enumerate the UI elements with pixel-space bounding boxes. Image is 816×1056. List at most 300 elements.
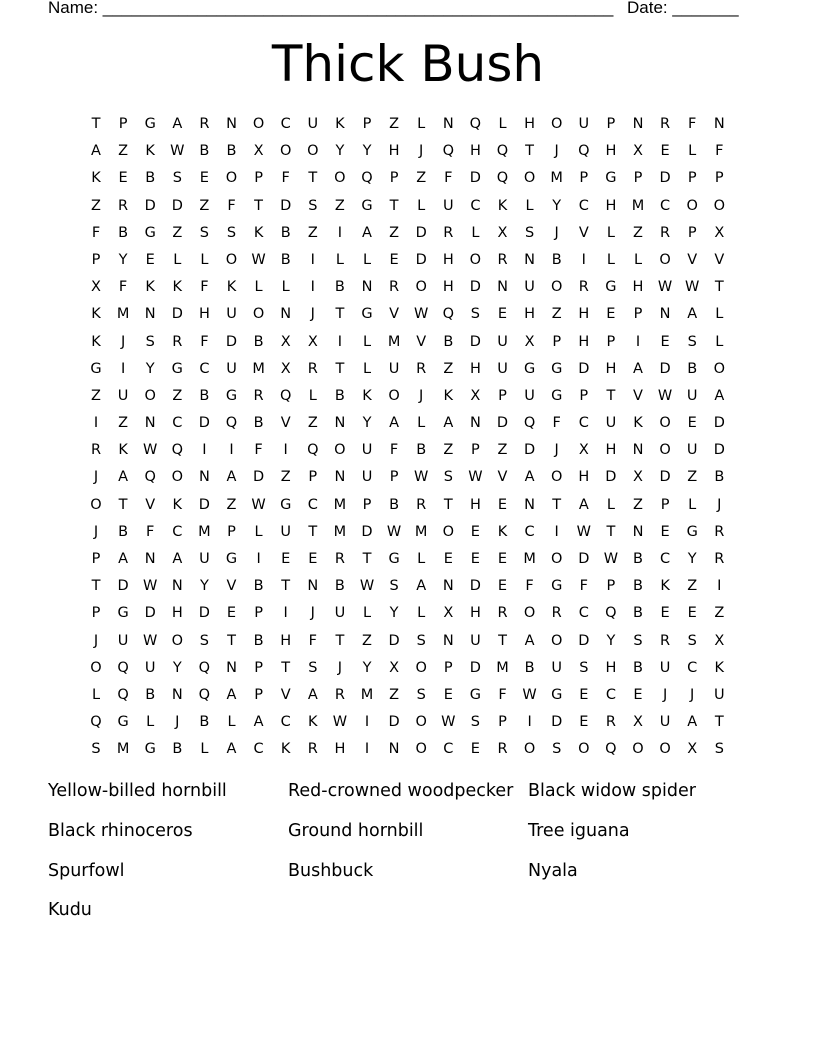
grid-letter: E <box>470 523 480 540</box>
grid-letter: D <box>578 632 590 649</box>
grid-letter: D <box>659 170 671 187</box>
grid-letter: N <box>659 306 671 323</box>
grid-letter: W <box>522 686 537 703</box>
grid-letter: L <box>362 360 372 377</box>
grid-letter: M <box>198 523 211 540</box>
grid-letter: D <box>198 605 210 622</box>
grid-letter: V <box>633 387 643 404</box>
grid-letter: V <box>687 251 698 268</box>
grid-letter: E <box>687 415 697 432</box>
grid-letter: I <box>120 360 126 377</box>
grid-letter: A <box>687 714 698 731</box>
grid-letter: F <box>688 116 697 132</box>
grid-letter: T <box>606 523 616 540</box>
grid-letter: S <box>308 197 318 214</box>
grid-letter: W <box>414 306 429 323</box>
grid-letter: D <box>280 197 292 214</box>
grid-letter: J <box>93 469 99 486</box>
grid-letter: Z <box>199 197 210 214</box>
grid-letter: A <box>633 360 643 377</box>
grid-letter: H <box>578 469 590 486</box>
grid-letter: U <box>388 360 400 377</box>
grid-letter: P <box>633 170 643 187</box>
grid-letter: Q <box>171 442 183 459</box>
grid-letter: F <box>444 170 453 187</box>
grid-letter: A <box>226 469 237 486</box>
grid-letter: Q <box>279 387 292 404</box>
grid-letter: T <box>714 279 724 296</box>
grid-letter: K <box>362 387 372 404</box>
grid-letter: O <box>307 143 319 160</box>
grid-letter: N <box>226 116 237 132</box>
grid-letter: C <box>605 686 616 703</box>
grid-letter: C <box>172 415 183 432</box>
grid-letter: U <box>226 360 237 377</box>
grid-letter: H <box>469 496 481 513</box>
grid-letter: R <box>389 279 400 296</box>
grid-letter: O <box>550 116 563 132</box>
grid-letter: V <box>497 469 508 486</box>
grid-letter: H <box>605 442 617 459</box>
grid-letter: T <box>362 551 372 567</box>
grid-letter: N <box>632 442 644 459</box>
grid-letter: D <box>713 442 725 459</box>
grid-letter: B <box>145 686 156 703</box>
grid-letter: Q <box>198 686 211 703</box>
grid-letter: L <box>173 251 182 268</box>
grid-letter: M <box>252 360 265 377</box>
grid-letter: J <box>419 387 424 404</box>
grid-letter: L <box>91 686 101 703</box>
grid-letter: P <box>687 170 697 187</box>
grid-letter: E <box>660 143 670 160</box>
grid-letter: O <box>713 197 725 214</box>
word-list-item: Bushbuck <box>288 861 374 881</box>
grid-letter: I <box>202 442 207 459</box>
grid-letter: D <box>117 578 129 595</box>
grid-letter: D <box>469 333 481 350</box>
grid-letter: J <box>337 659 343 676</box>
grid-letter: J <box>419 143 424 160</box>
grid-letter: G <box>144 116 156 132</box>
grid-letter: S <box>91 741 101 758</box>
grid-letter: R <box>660 224 671 241</box>
word-list-item: Ground hornbill <box>288 821 424 841</box>
grid-letter: C <box>578 605 589 622</box>
grid-letter: R <box>497 741 508 758</box>
word-list-item: Yellow-billed hornbill <box>48 781 227 801</box>
grid-letter: P <box>91 551 101 567</box>
grid-letter: K <box>633 415 643 432</box>
grid-letter: L <box>308 387 317 404</box>
grid-letter: P <box>227 523 236 540</box>
grid-letter: Z <box>714 605 725 622</box>
grid-letter: Z <box>307 224 318 241</box>
grid-letter: P <box>633 306 643 323</box>
grid-letter: U <box>659 659 671 676</box>
grid-letter: P <box>443 659 453 676</box>
grid-letter: B <box>280 224 291 241</box>
grid-letter: O <box>415 659 427 676</box>
grid-letter: W <box>143 442 158 459</box>
grid-letter: C <box>687 659 698 676</box>
grid-letter: G <box>225 551 238 567</box>
grid-letter: K <box>497 523 508 540</box>
grid-letter: E <box>145 251 155 268</box>
grid-letter: L <box>498 116 507 132</box>
grid-letter: U <box>144 659 156 676</box>
grid-letter: J <box>310 605 315 622</box>
grid-letter: X <box>524 333 535 350</box>
grid-letter: Z <box>334 197 345 214</box>
grid-letter: U <box>470 632 481 649</box>
grid-letter: U <box>713 686 725 703</box>
grid-letter: B <box>253 333 264 350</box>
name-field-label: Name: ______________________________________________________ <box>48 0 614 17</box>
grid-letter: I <box>229 442 234 459</box>
grid-letter: E <box>497 306 508 323</box>
grid-letter: G <box>361 306 373 323</box>
grid-letter: G <box>280 496 292 513</box>
grid-letter: N <box>632 523 644 540</box>
grid-letter: F <box>254 442 263 459</box>
grid-letter: G <box>551 387 563 404</box>
grid-letter: Z <box>226 496 237 513</box>
grid-letter: L <box>362 333 372 350</box>
grid-letter: N <box>307 578 319 595</box>
grid-letter: I <box>310 251 315 268</box>
grid-letter: X <box>443 605 454 622</box>
grid-letter: U <box>280 523 291 540</box>
grid-letter: F <box>91 224 101 241</box>
grid-letter: P <box>389 170 399 187</box>
grid-letter: X <box>578 442 589 459</box>
grid-letter: P <box>606 116 616 132</box>
grid-letter: S <box>416 632 426 649</box>
grid-letter: P <box>498 714 507 731</box>
grid-letter: Q <box>198 659 211 676</box>
grid-letter: B <box>633 659 643 676</box>
grid-letter: E <box>199 170 209 187</box>
grid-letter: V <box>280 415 291 432</box>
grid-letter: W <box>143 632 158 649</box>
grid-letter: O <box>171 632 183 649</box>
grid-letter: B <box>633 551 643 567</box>
grid-letter: H <box>198 306 210 323</box>
grid-letter: O <box>469 251 482 268</box>
grid-letter: V <box>389 306 400 323</box>
grid-letter: X <box>307 333 318 350</box>
grid-letter: W <box>251 496 266 513</box>
grid-letter: L <box>281 279 290 296</box>
grid-letter: F <box>498 686 507 703</box>
grid-letter: W <box>468 469 483 486</box>
grid-letter: M <box>387 333 401 350</box>
grid-letter: G <box>551 686 563 703</box>
grid-letter: O <box>90 659 102 676</box>
grid-letter: S <box>714 741 724 758</box>
grid-letter: N <box>334 415 346 432</box>
grid-letter: N <box>171 686 183 703</box>
grid-letter: C <box>660 551 671 567</box>
grid-letter: D <box>659 469 671 486</box>
grid-letter: W <box>251 251 266 268</box>
grid-letter: O <box>659 415 671 432</box>
grid-letter: D <box>496 415 509 432</box>
grid-letter: I <box>310 279 315 296</box>
grid-letter: N <box>524 496 536 513</box>
grid-letter: D <box>198 415 210 432</box>
grid-letter: K <box>253 224 264 241</box>
grid-letter: P <box>254 686 263 703</box>
grid-letter: K <box>172 496 183 513</box>
grid-letter: P <box>254 605 263 622</box>
grid-letter: A <box>362 224 372 241</box>
grid-letter: T <box>335 360 345 377</box>
grid-letter: W <box>685 279 700 296</box>
grid-letter: R <box>660 632 671 649</box>
grid-letter: S <box>389 578 399 595</box>
grid-letter: H <box>578 306 590 323</box>
grid-letter: D <box>551 714 563 731</box>
grid-letter: A <box>91 143 101 160</box>
grid-letter: P <box>118 116 128 132</box>
grid-letter: L <box>227 714 236 731</box>
grid-letter: O <box>523 741 536 758</box>
grid-letter: H <box>388 143 400 160</box>
grid-letter: K <box>226 279 237 296</box>
grid-letter: N <box>198 469 210 486</box>
grid-letter: J <box>662 686 668 703</box>
grid-letter: N <box>388 741 400 758</box>
grid-letter: U <box>334 605 346 622</box>
grid-letter: R <box>551 605 562 622</box>
grid-letter: R <box>416 496 427 513</box>
grid-letter: O <box>659 741 671 758</box>
grid-letter: E <box>606 306 616 323</box>
grid-letter: Y <box>118 251 128 268</box>
grid-letter: U <box>686 442 698 459</box>
grid-letter: M <box>360 686 374 703</box>
grid-letter: Y <box>172 659 182 676</box>
grid-letter: C <box>524 523 535 540</box>
grid-letter: D <box>469 170 481 187</box>
grid-letter: L <box>606 496 615 513</box>
grid-letter: U <box>605 415 617 432</box>
grid-letter: I <box>364 741 370 758</box>
page-title: Thick Bush <box>271 35 545 93</box>
grid-letter: J <box>554 143 559 160</box>
grid-letter: O <box>225 170 238 187</box>
grid-letter: K <box>172 279 183 296</box>
grid-letter: S <box>524 224 535 241</box>
grid-letter: V <box>416 333 427 350</box>
grid-letter: D <box>713 415 725 432</box>
grid-letter: J <box>175 714 180 731</box>
grid-letter: O <box>713 360 725 377</box>
grid-letter: X <box>633 714 643 731</box>
grid-letter: C <box>307 496 318 513</box>
grid-letter: N <box>361 279 373 296</box>
grid-letter: B <box>551 251 562 268</box>
grid-letter: K <box>497 197 508 214</box>
grid-letter: S <box>579 659 589 676</box>
grid-letter: E <box>497 496 508 513</box>
grid-letter: S <box>226 224 237 241</box>
grid-letter: Y <box>389 605 399 622</box>
grid-letter: C <box>443 741 454 758</box>
grid-letter: S <box>443 469 453 486</box>
grid-letter: V <box>145 496 156 513</box>
grid-letter: M <box>496 659 509 676</box>
grid-letter: Q <box>605 605 617 622</box>
grid-letter: G <box>388 551 400 567</box>
grid-letter: J <box>690 686 695 703</box>
grid-letter: X <box>497 224 508 241</box>
grid-letter: Q <box>442 306 454 323</box>
grid-letter: G <box>90 360 102 377</box>
grid-letter: U <box>361 442 373 459</box>
grid-letter: D <box>415 251 427 268</box>
grid-letter: H <box>280 632 292 649</box>
grid-letter: F <box>200 333 209 350</box>
grid-letter: T <box>552 496 562 513</box>
grid-letter: P <box>471 442 480 459</box>
grid-letter: E <box>308 551 318 567</box>
grid-letter: H <box>469 360 481 377</box>
grid-letter: S <box>687 333 697 350</box>
grid-letter: O <box>334 170 346 187</box>
grid-letter: R <box>253 387 264 404</box>
grid-letter: U <box>497 360 508 377</box>
grid-letter: D <box>198 496 210 513</box>
grid-letter: F <box>227 197 236 214</box>
grid-letter: N <box>469 415 481 432</box>
grid-letter: L <box>417 605 426 622</box>
grid-letter: G <box>686 523 698 540</box>
grid-letter: L <box>471 224 480 241</box>
grid-letter: U <box>361 469 373 486</box>
grid-letter: J <box>120 333 126 350</box>
grid-letter: L <box>254 523 263 540</box>
grid-letter: A <box>443 415 454 432</box>
grid-letter: F <box>308 632 317 649</box>
grid-letter: M <box>523 551 536 567</box>
grid-letter: L <box>525 197 534 214</box>
grid-letter: Q <box>523 415 536 432</box>
grid-letter: I <box>337 224 343 241</box>
grid-letter: X <box>470 387 481 404</box>
grid-letter: J <box>310 306 315 323</box>
grid-letter: R <box>199 116 210 132</box>
grid-letter: R <box>307 741 318 758</box>
grid-letter: Z <box>91 387 101 404</box>
grid-letter: L <box>688 496 697 513</box>
grid-letter: V <box>578 224 589 241</box>
word-list-item: Kudu <box>48 900 92 920</box>
grid-letter: S <box>633 632 643 649</box>
grid-letter: L <box>200 741 209 758</box>
grid-letter: D <box>524 442 536 459</box>
grid-letter: Z <box>280 469 291 486</box>
grid-letter: U <box>524 279 535 296</box>
grid-letter: Z <box>551 306 562 323</box>
grid-letter: N <box>144 551 156 567</box>
grid-letter: B <box>253 578 264 595</box>
grid-letter: G <box>605 279 617 296</box>
grid-letter: X <box>389 659 400 676</box>
grid-letter: D <box>225 333 238 350</box>
grid-letter: O <box>632 741 644 758</box>
grid-letter: O <box>415 714 427 731</box>
grid-letter: O <box>252 116 265 132</box>
grid-letter: C <box>280 116 291 132</box>
grid-letter: X <box>714 632 725 649</box>
grid-letter: G <box>117 714 129 731</box>
grid-letter: J <box>93 632 99 649</box>
grid-letter: W <box>170 143 185 160</box>
grid-letter: V <box>280 686 291 703</box>
grid-letter: Q <box>469 116 482 132</box>
grid-letter: M <box>414 523 428 540</box>
grid-letter: R <box>497 605 508 622</box>
grid-letter: T <box>443 496 453 513</box>
grid-letter: E <box>226 605 237 622</box>
grid-letter: G <box>523 360 536 377</box>
grid-letter: G <box>605 170 617 187</box>
grid-letter: Z <box>633 496 643 513</box>
grid-letter: O <box>442 523 454 540</box>
grid-letter: H <box>578 333 590 350</box>
grid-letter: T <box>118 496 128 513</box>
grid-letter: Y <box>606 632 616 649</box>
grid-letter: A <box>253 714 264 731</box>
grid-letter: F <box>579 578 588 595</box>
grid-letter: O <box>144 387 156 404</box>
grid-letter: A <box>226 686 237 703</box>
grid-letter: N <box>632 116 644 132</box>
grid-letter: G <box>551 360 563 377</box>
grid-letter: Q <box>144 469 156 486</box>
grid-letter: D <box>605 469 617 486</box>
grid-letter: X <box>280 360 291 377</box>
grid-letter: D <box>388 714 400 731</box>
grid-letter: L <box>417 116 426 132</box>
grid-letter: Z <box>389 686 400 703</box>
grid-letter: U <box>307 116 319 132</box>
grid-letter: F <box>389 442 399 459</box>
grid-letter: U <box>686 387 698 404</box>
grid-letter: R <box>334 551 345 567</box>
grid-letter: P <box>687 224 697 241</box>
grid-letter: B <box>389 496 400 513</box>
grid-letter: E <box>470 741 480 758</box>
grid-letter: I <box>527 714 532 731</box>
grid-letter: X <box>633 143 643 160</box>
grid-letter: T <box>91 116 101 132</box>
grid-letter: W <box>143 578 158 595</box>
grid-letter: P <box>254 170 263 187</box>
grid-letter: E <box>281 551 291 567</box>
grid-letter: J <box>554 224 559 241</box>
grid-letter: U <box>117 632 129 649</box>
grid-letter: B <box>253 415 264 432</box>
grid-letter: T <box>335 306 345 323</box>
word-list-item: Black rhinoceros <box>48 821 193 841</box>
grid-letter: F <box>525 578 534 595</box>
grid-letter: U <box>524 387 535 404</box>
grid-letter: W <box>657 387 673 404</box>
